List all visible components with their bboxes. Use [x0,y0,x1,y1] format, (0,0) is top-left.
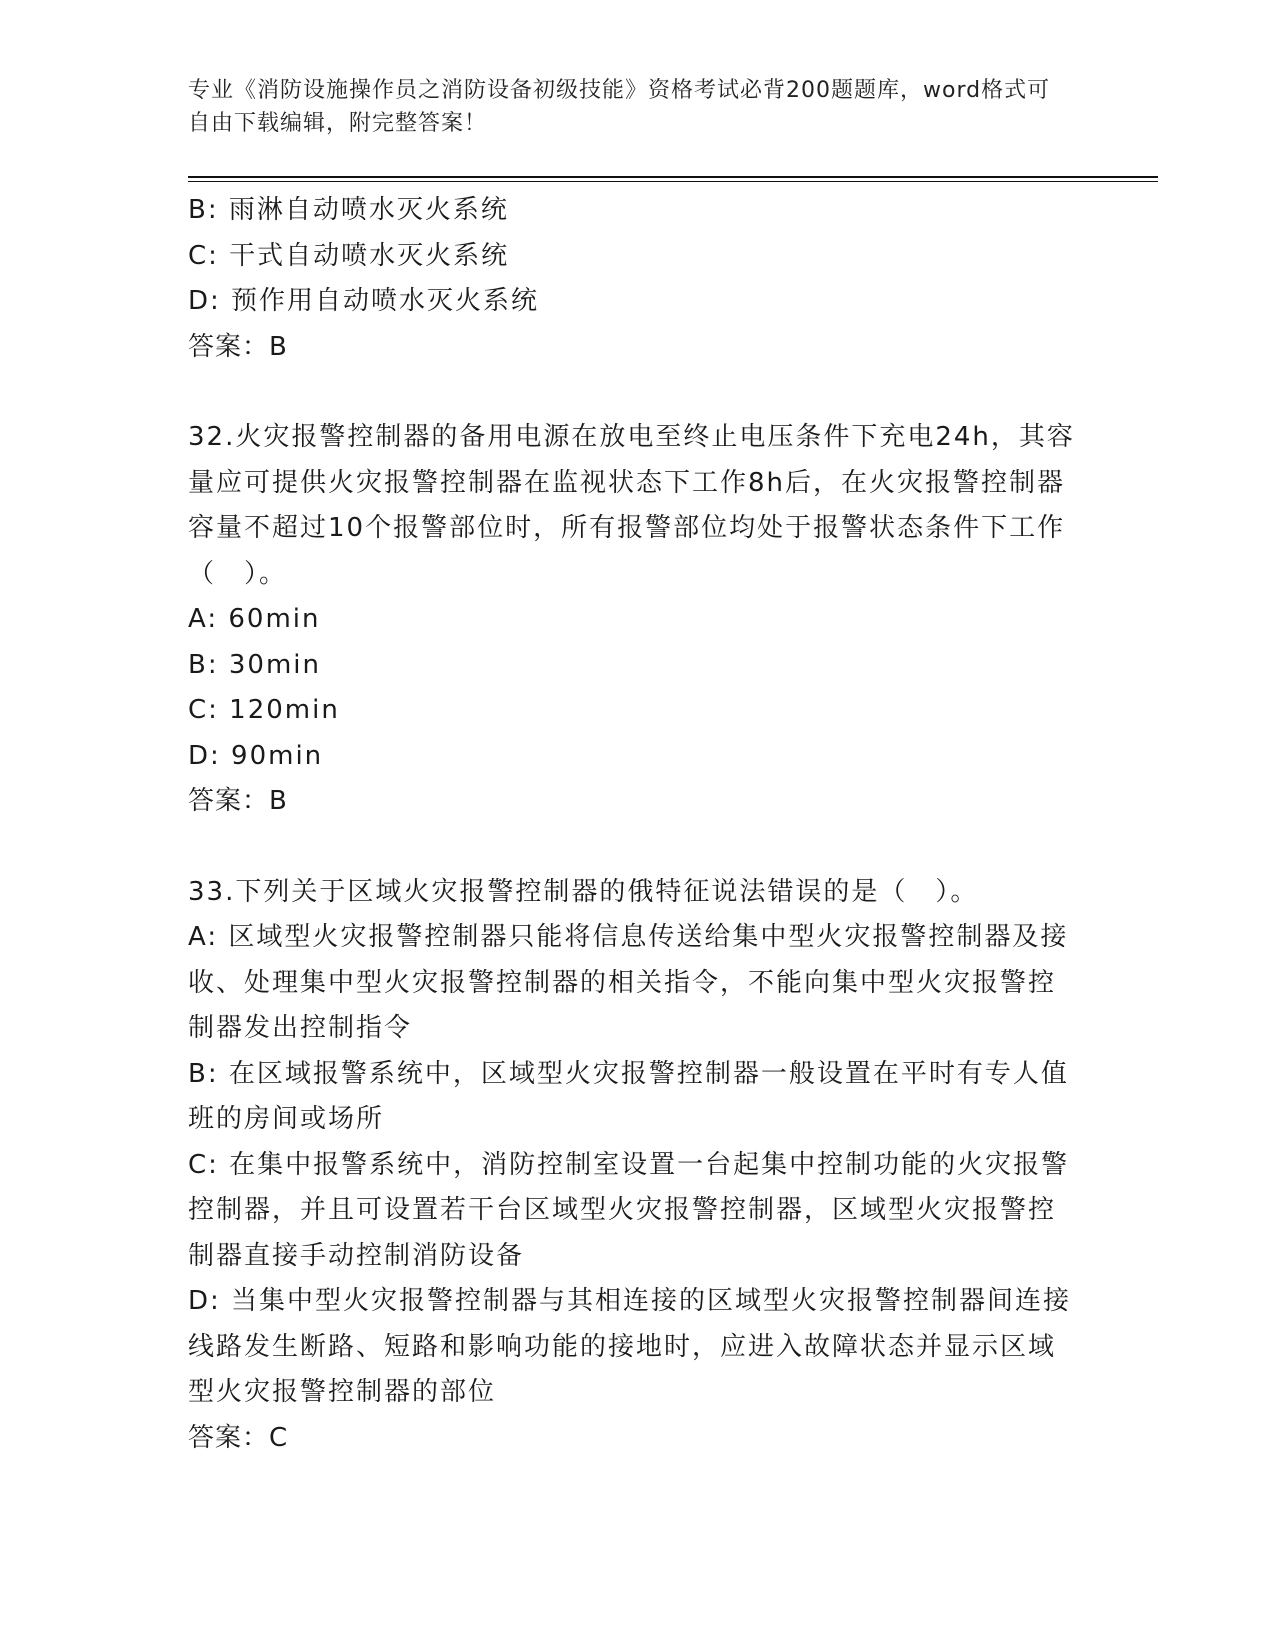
option-a: A: 60min [188,604,321,634]
header-rule-thin [188,181,1158,182]
option-d: D: 90min [188,740,324,771]
option-b: B: 在区域报警系统中，区域型火灾报警控制器一般设置在平时有专人值班的房间或场所 [188,1058,1069,1134]
question-33-block [188,870,1078,1462]
option-c: C: 干式自动喷水灭火系统 [188,240,510,271]
question-32-block [188,415,1078,825]
spacer [188,370,1078,415]
question-stem: 33.下列关于区域火灾报警控制器的俄特征说法错误的是（ ）。 [188,876,979,907]
header-rule-thick [188,176,1158,178]
option-d: D: 当集中型火灾报警控制器与其相连接的区域型火灾报警控制器间连接线路发生断路、短路和影响功能的接地时，应进入故障状态并显示区域型火灾报警控制器的部位 [188,1286,1072,1407]
answer-line: 答案：B [188,786,288,816]
option-b: B: 30min [188,649,321,680]
option-d: D: 预作用自动喷水灭火系统 [188,286,540,316]
option-c: C: 120min [188,695,340,725]
page-header: 专业《消防设施操作员之消防设备初级技能》资格考试必背200题题库，word格式可自由下载编辑，附完整答案！ [188,78,1051,136]
question-content [188,188,1078,1461]
answer-line: 答案：B [188,331,288,362]
option-c: C: 在集中报警系统中，消防控制室设置一台起集中控制功能的火灾报警控制器，并且可设置若干台区域型火灾报警控制器，区域型火灾报警控制器直接手动控制消防设备 [188,1149,1070,1271]
option-b: B: 雨淋自动喷水灭火系统 [188,195,509,225]
option-a: A: 区域型火灾报警控制器只能将信息传送给集中型火灾报警控制器及接收、处理集中型火灾报警控制器的相关指令，不能向集中型火灾报警控制器发出控制指令 [188,922,1069,1043]
spacer [188,825,1078,870]
answer-line: 答案：C [188,1422,289,1453]
previous-question-block [188,188,1078,370]
question-stem: 32.火灾报警控制器的备用电源在放电至终止电压条件下充电24h，其容量应可提供火灾报警控制器在监视状态下工作8h后，在火灾报警控制器容量不超过10个报警部位时，所有报警部位均处于报警状态条件下工作（ ）。 [188,422,1075,589]
